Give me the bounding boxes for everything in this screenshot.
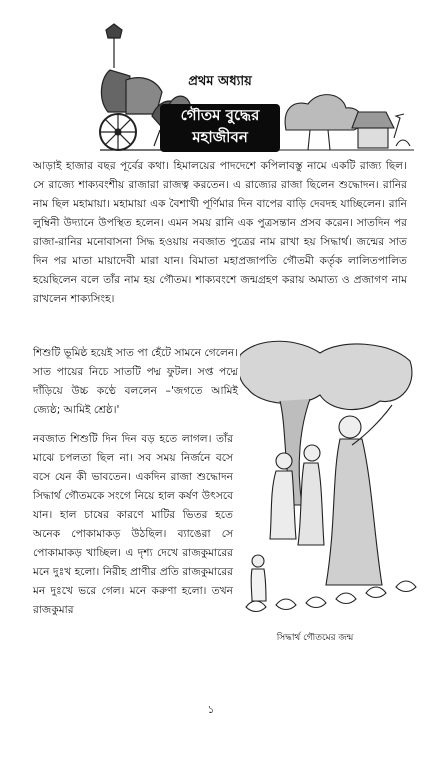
birth-illustration: [240, 335, 418, 635]
title-banner: [160, 104, 280, 152]
title-line-1: গৌতম বুদ্ধের: [180, 106, 260, 124]
tree-and-hut: [276, 95, 414, 150]
page-number: ১: [207, 703, 215, 716]
paragraph-intro: আড়াই হাজার বছর পূর্বের কথা। হিমালয়ের পাদদেশে কপিলাবস্তু নামে একটি রাজ্য ছিল। সে রাজ্যে শাক্যবংশীয় রাজারা রাজত্ব করতেন। এ রাজ্যের রাজা ছিলেন শুদ্ধোদন। রানির নাম ছিল মহামায়া। মহামায়া এক বৈশাখী পূর্ণিমার দিন বাপের বাড়ি দেবদহ যাচ্ছিলেন। রানি লুম্বিনী উদ্যানে উপস্থিত হলেন। এমন সময় রানি এক পুত্রসন্তান প্রসব করেন। সাতদিন পর রাজা-রানির মনোবাসনা সিদ্ধ হওয়ায় নবজাত পুত্রের নাম রাখা হয় সিদ্ধার্থ। জন্মের সাত দিন পর মাতা মায়াদেবী মারা যান। বিমাতা মহাপ্রজাপতি গৌতমী কর্তৃক লালিতপালিত হয়েছিলেন বলে তাঁর নাম হয় গৌতম। শাক্যবংশে জন্মগ্রহণ করায় অমাত্য ও প্রজাগণ নাম রাখলেন শাক্যসিংহ।: [33, 160, 407, 305]
chapter-heading: প্রথম অধ্যায়: [188, 74, 252, 89]
paragraph-seven-steps: শিশুটি ভূমিষ্ঠ হয়েই সাত পা হেঁটে সামনে গেলেন। সাত পায়ের নিচে সাতটি পদ্ম ফুটল। সপ্ত পদ্মে দাঁড়িয়ে উচ্চ কণ্ঠে বললেন –'জগতে আমিই জ্যেষ্ঠ; আমিই শ্রেষ্ঠ।': [33, 347, 238, 416]
title-line-2: মহাজীবন: [192, 128, 248, 146]
illustration-caption: সিদ্ধার্থ গৌতমের জন্ম: [276, 633, 354, 643]
paragraph-childhood: নবজাত শিশুটি দিন দিন বড় হতে লাগল। তাঁর মাঝে চপলতা ছিল না। সব সময় নির্জনে বসে বসে যেন কী ভাবতেন। একদিন রাজা শুদ্ধোদন সিদ্ধার্থ গৌতমকে সংগে নিয়ে হাল কর্ষণ উৎসবে যান। হাল চাষের কারণে মাটির ভিতর হতে অনেক পোকামাকড় উঠছিল। ব্যাঙেরা সে পোকামাকড় খাচ্ছিল। এ দৃশ্য দেখে রাজকুমারের মনে দুঃখ হলো। নিরীহ প্রাণীর প্রতি রাজকুমারের মন দুঃখে ভরে গেল। মনে করুণা হলো। তখন রাজকুমার: [33, 433, 233, 616]
